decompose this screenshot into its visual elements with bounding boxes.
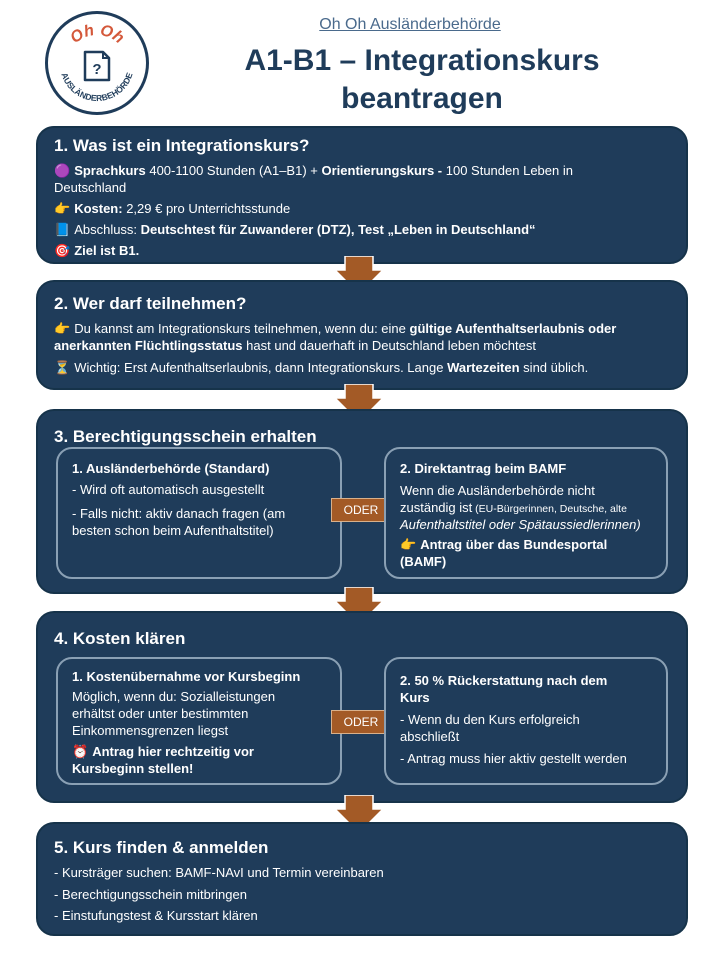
option-card [56, 447, 342, 579]
option-text: zuständig ist (EU-Bürgerinnen, Deutsche, alte [400, 500, 627, 515]
language-icon: 🟣 [54, 163, 71, 178]
option-text: - Antrag muss hier aktiv gestellt werden [400, 751, 627, 766]
option-text: Einkommensgrenzen liegst [72, 723, 229, 738]
title-line-1: A1-B1 – Integrationskurs [244, 44, 600, 77]
text-line: 👉 Du kannst am Integrationskurs teilnehmen, wenn du: eine gültige Aufenthaltserlaubnis oder [54, 321, 617, 336]
text-line: - Einstufungstest & Kursstart klären [54, 908, 258, 923]
option-text: besten schon beim Aufenthaltstitel) [72, 523, 274, 538]
or-badge: ODER [331, 498, 391, 522]
logo-bottom-text: AUSLÄNDERBEHÖRDE [59, 71, 135, 104]
section-what-is [36, 126, 688, 264]
page-title [0, 42, 720, 118]
header-link[interactable]: Oh Oh Ausländerbehörde [319, 16, 501, 33]
text-line: 📘 Abschluss: Deutschtest für Zuwanderer (DTZ), Test „Leben in Deutschland“ [54, 222, 536, 237]
target-icon: 🎯 [54, 243, 71, 258]
section-eligibility [36, 409, 688, 594]
text-line: ⏳ Wichtig: Erst Aufenthaltserlaubnis, dann Integrationskurs. Lange Wartezeiten sind üblich. [54, 360, 589, 375]
text-line: - Berechtigungsschein mitbringen [54, 887, 247, 902]
option-text: - Falls nicht: aktiv danach fragen (am [72, 506, 286, 521]
option-cta: (BAMF) [400, 554, 447, 569]
option-card [56, 657, 342, 785]
svg-text:?: ? [92, 61, 102, 78]
text-line: 🎯 Ziel ist B1. [54, 243, 140, 258]
text-line: 👉 Kosten: 2,29 € pro Unterrichtsstunde [54, 201, 291, 216]
option-title: 1. Ausländerbehörde (Standard) [72, 461, 270, 476]
section-costs [36, 611, 688, 803]
pointing-hand-icon: 👉 [400, 537, 417, 552]
option-note: Aufenthaltstitel oder Spätaussiedlerinnen) [400, 517, 641, 532]
or-badge: ODER [331, 710, 391, 734]
option-text: Wenn die Ausländerbehörde nicht [400, 483, 595, 498]
section-who [36, 280, 688, 390]
section-heading: 4. Kosten klären [54, 629, 186, 648]
text-line: Deutschland [54, 180, 127, 195]
option-title: 1. Kostenübernahme vor Kursbeginn [72, 669, 301, 684]
text-line: 🟣 Sprachkurs 400-1100 Stunden (A1–B1) + Orientierungskurs - 100 Stunden Leben in [54, 163, 573, 178]
section-heading: 3. Berechtigungsschein erhalten [54, 427, 317, 446]
alarm-clock-icon: ⏰ [72, 744, 89, 759]
option-text: - Wenn du den Kurs erfolgreich [400, 712, 580, 727]
option-title: 2. Direktantrag beim BAMF [400, 461, 567, 476]
option-card [384, 657, 668, 785]
section-heading: 5. Kurs finden & anmelden [54, 838, 269, 857]
section-heading: 1. Was ist ein Integrationskurs? [54, 136, 310, 155]
option-card [384, 447, 668, 579]
option-text: abschließt [400, 729, 460, 744]
title-line-2: beantragen [341, 82, 503, 115]
option-title: 2. 50 % Rückerstattung nach dem [400, 673, 608, 688]
hourglass-icon: ⏳ [54, 360, 71, 375]
option-text: - Wird oft automatisch ausgestellt [72, 482, 265, 497]
text-line: anerkannten Flüchtlingsstatus hast und dauerhaft in Deutschland leben möchtest [54, 338, 536, 353]
option-cta: 👉 Antrag über das Bundesportal [400, 537, 608, 552]
book-icon: 📘 [54, 222, 71, 237]
logo-top-text: Oh Oh [67, 21, 127, 48]
section-find-course [36, 822, 688, 936]
pointing-hand-icon: 👉 [54, 201, 71, 216]
option-cta: ⏰ Antrag hier rechtzeitig vor [72, 744, 254, 759]
pointing-hand-icon: 👉 [54, 321, 71, 336]
text-line: - Kursträger suchen: BAMF-NAvI und Termin vereinbaren [54, 865, 384, 880]
section-heading: 2. Wer darf teilnehmen? [54, 294, 247, 313]
option-text: erhältst oder unter bestimmten [72, 706, 249, 721]
option-cta: Kursbeginn stellen! [72, 761, 194, 776]
option-text: Möglich, wenn du: Sozialleistungen [72, 689, 276, 704]
option-title: Kurs [400, 690, 430, 705]
